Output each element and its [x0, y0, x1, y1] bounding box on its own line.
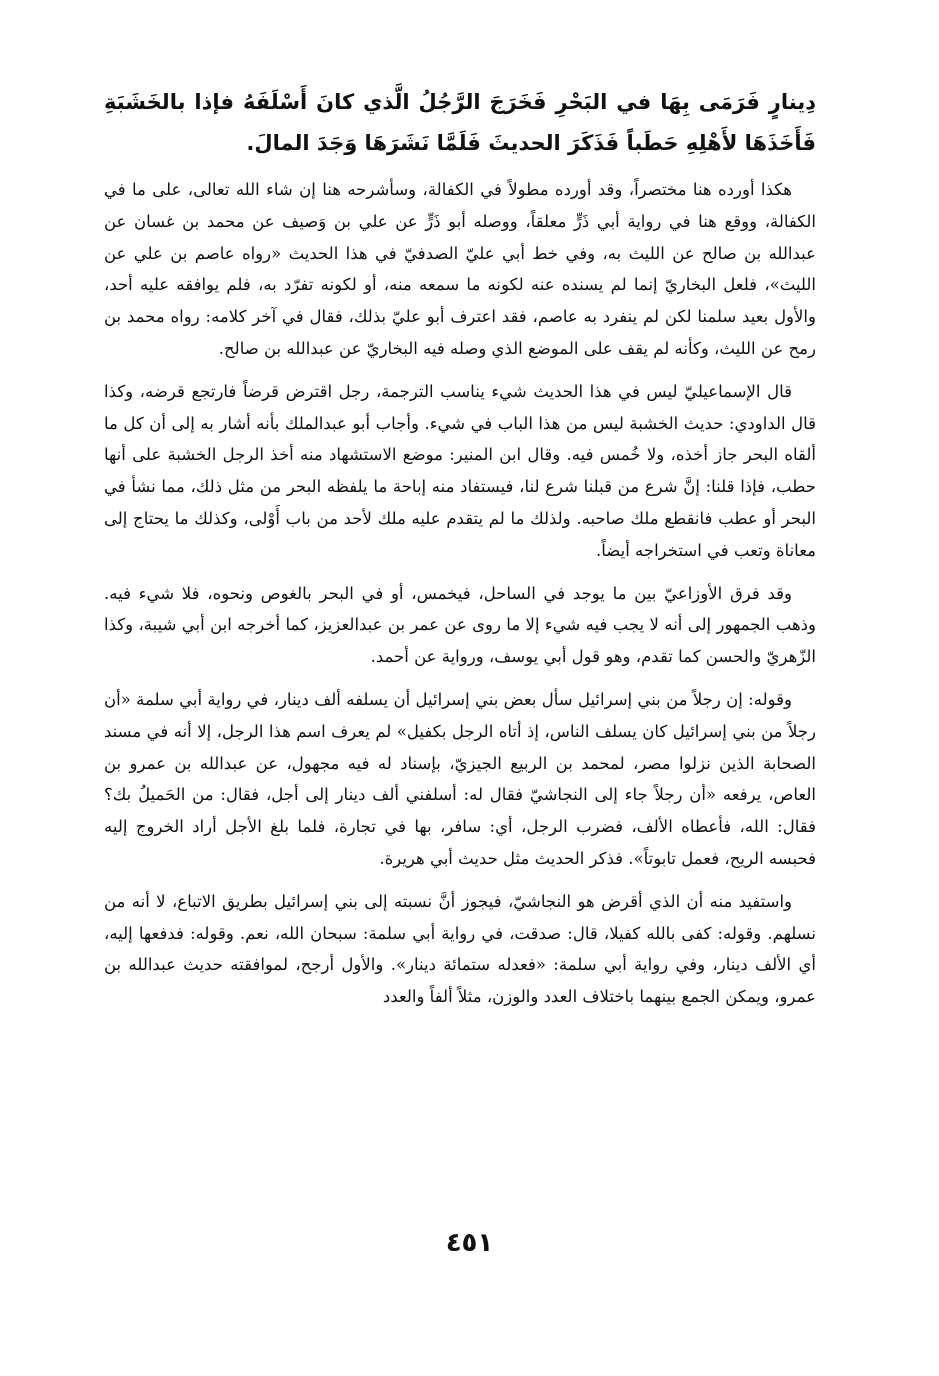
- page-body: [104, 82, 816, 1024]
- commentary-paragraph-4: [104, 684, 816, 875]
- hadith-text: دِينارٍ فَرَمَى بِهَا في البَحْرِ فَخَرَجَ الرَّجُلُ الَّذي كانَ أَسْلَفَهُ فإذا بالخَشَبَةِ فَأَخَذَهَا لأَهْلِهِ حَطَباً فَذَكَرَ الحديثَ فَلَمَّا نَشَرَهَا وَجَدَ المالَ.: [104, 90, 816, 155]
- paragraph-text: وقد فرق الأوزاعيّ بين ما يوجد في الساحل، فيخمس، أو في البحر بالغوص ونحوه، فلا شيء فيه. وذهب الجمهور إلى أنه لا يجب فيه شيء إلا ما روى عن عمر بن عبدالعزيز، كما أخرجه ابن أبي شيبة، وكذا الزّهريّ والحسن كما تقدم، وهو قول أبي يوسف، ورواية عن أحمد.: [104, 583, 816, 667]
- commentary-paragraph-3: [104, 578, 816, 673]
- paragraph-text: هكذا أورده هنا مختصراً، وقد أورده مطولاً في الكفالة، وسأشرحه هنا إن شاء الله تعالى، على ما في الكفالة، ووقع هنا في رواية أبي ذَرٍّ معلقاً، ووصله أبو ذَرٍّ عن علي بن وَصيف عن محمد بن غسان عن عبدالله بن صالح عن الليث به، وفي خط أبي عليّ الصدفيّ في هذا الحديث «رواه عاصم بن علي عن الليث»، فلعل البخاريّ إنما لم يسنده عنه لكونه ما سمعه منه، أو لكونه تفرّد به، فلم يوافقه عليه أحد، والأول بعيد سلمنا لكن لم ينفرد به عاصم، فقد اعترف أبو عليّ بذلك، فقال في آخر كلامه: رواه محمد بن رمح عن الليث، وكأنه لم يقف على الموضع الذي وصله فيه البخاريّ عن عبدالله بن صالح.: [104, 180, 816, 358]
- paragraph-text: واستفيد منه أن الذي أقرض هو النجاشيّ، فيجوز أنَّ نسبته إلى بني إسرائيل بطريق الاتباع، لا أنه من نسلهم. وقوله: كفى بالله كفيلا، قال: صدقت، في رواية أبي سلمة: سبحان الله، نعم. وقوله: فدفعها إليه، أي الألف دينار، وفي رواية أبي سلمة: «فعدله ستمائة دينار». والأول أرجح، لموافقته حديث عبدالله بن عمرو، ويمكن الجمع بينهما باختلاف العدد والوزن، مثلاً ألفاً والعدد: [104, 891, 816, 1007]
- page-number: ٤٥١: [445, 1228, 494, 1258]
- commentary-paragraph-1: [104, 174, 816, 365]
- commentary-paragraph-5: [104, 886, 816, 1013]
- paragraph-text: وقوله: إن رجلاً من بني إسرائيل سأل بعض بني إسرائيل أن يسلفه ألف دينار، في رواية أبي سلمة «أن رجلاً من بني إسرائيل كان يسلف الناس، إذ أتاه الرجل بكفيل» لم يعرف اسم هذا الرجل، إلا أنه في مسند الصحابة الذين نزلوا مصر، لمحمد بن الربيع الجيزيّ، بإسناد له فيه مجهول، عن عبدالله بن عمرو بن العاص، يرفعه «أن رجلاً جاء إلى النجاشيّ فقال له: أسلفني ألف دينار إلى أجل، فقال: من الحَميلُ بك؟ فقال: الله، فأعطاه الألف، فضرب الرجل، أي: سافر، بها في تجارة، فلما بلغ الأجل أراد الخروج إليه فحبسه الريح، فعمل تابوتاً». فذكر الحديث مثل حديث أبي هريرة.: [104, 689, 816, 868]
- paragraph-text: قال الإسماعيليّ ليس في هذا الحديث شيء يناسب الترجمة، رجل اقترض قرضاً فارتجع قرضه، وكذا قال الداودي: حديث الخشبة ليس من هذا الباب في شيء. وأجاب أبو عبدالملك بأنه أشار به إلى أن كل ما ألقاه البحر جاز أخذه، ولا خُمس فيه. وقال ابن المنير: موضع الاستشهاد منه أخذ الرجل الخشبة على أنها حطب، فإذا قلنا: إنَّ شرع من قبلنا شرع لنا، فيستفاد منه إباحة ما يلفظه البحر من مثل ذلك، مما نشأ في البحر أو عطب فانقطع ملك صاحبه. ولذلك ما لم يتقدم عليه ملك لأحد من باب أَوْلى، وكذلك ما يحتاج إلى معاناة وتعب في استخراجه أيضاً.: [104, 381, 816, 560]
- commentary-paragraph-2: [104, 376, 816, 567]
